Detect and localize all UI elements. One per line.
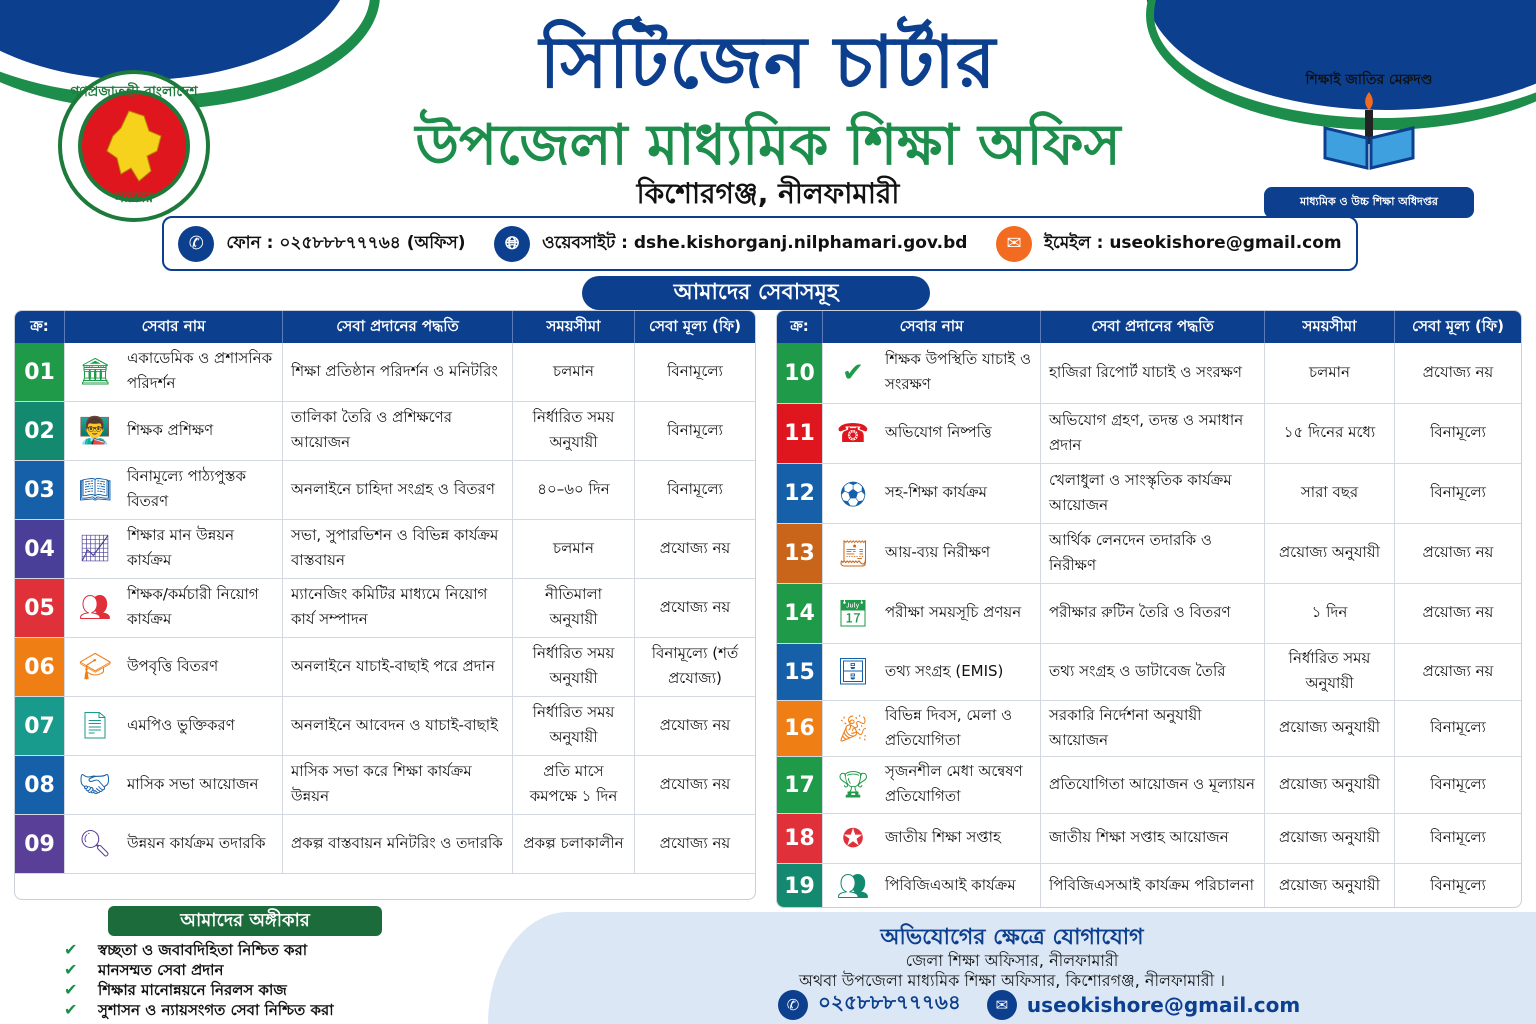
service-number: 05	[15, 579, 65, 637]
service-time: নির্ধারিত সময় অনুযায়ী	[513, 697, 635, 755]
pledge-item	[64, 980, 334, 1000]
institution-icon: 🏛︎	[78, 357, 112, 387]
check-icon: ✔	[64, 980, 78, 999]
service-number: 01	[15, 343, 65, 401]
contact-email-text: ইমেইল : useokishore@gmail.com	[1044, 232, 1342, 253]
header-time: সময়সীমা	[1265, 311, 1395, 343]
service-method: অনলাইনে চাহিদা সংগ্রহ ও বিতরণ	[283, 461, 513, 519]
service-fee: বিনামূল্যে	[667, 361, 723, 380]
service-name: সহ-শিক্ষা কার্যক্রম	[885, 483, 987, 501]
service-name: শিক্ষক প্রশিক্ষণ	[127, 420, 214, 439]
check-icon: ✔	[64, 1000, 78, 1019]
service-number: 10	[777, 343, 823, 403]
service-name-cell	[65, 697, 283, 755]
table-header	[15, 311, 755, 343]
header-fee: সেবা মূল্য (ফি)	[1412, 316, 1504, 335]
complaint-phone[interactable]	[778, 988, 961, 1021]
pledge-item	[64, 960, 334, 980]
book-icon: 📖︎	[78, 475, 112, 505]
header-fee: সেবা মূল্য (ফি)	[649, 316, 741, 335]
service-time: প্রয়োজ্য অনুযায়ী	[1265, 524, 1395, 583]
service-row	[15, 579, 755, 638]
service-fee: বিনামূল্যে	[1430, 774, 1486, 793]
chart-growth-icon: 📈︎	[78, 534, 112, 564]
service-time: সারা বছর	[1265, 464, 1395, 523]
contact-website[interactable]	[494, 226, 967, 262]
service-row	[777, 701, 1521, 757]
service-name: বিনামূল্যে পাঠ্যপুস্তক বিতরণ	[127, 467, 246, 510]
service-number: 15	[777, 644, 823, 700]
service-fee: বিনামূল্যে	[1430, 423, 1486, 441]
complaint-line-2: অথবা উপজেলা মাধ্যমিক শিক্ষা অফিসার, কিশোরগঞ্জ, নীলফামারী ।	[798, 971, 1225, 990]
check-icon: ✔	[64, 940, 78, 959]
service-method: হাজিরা রিপোর্ট যাচাই ও সংরক্ষণ	[1041, 343, 1265, 403]
phone-complaint-icon: ☎	[836, 418, 870, 449]
service-time: প্রয়োজ্য অনুযায়ী	[1265, 864, 1395, 908]
service-method: প্রকল্প বাস্তবায়ন মনিটরিং ও তদারকি	[283, 815, 513, 873]
service-time: চলমান	[513, 343, 635, 401]
pledge-text: শিক্ষার মানোন্নয়নে নিরলস কাজ	[98, 981, 287, 999]
service-name-cell	[65, 402, 283, 460]
logo-ribbon: মাধ্যমিক ও উচ্চ শিক্ষা অধিদপ্তর	[1264, 187, 1474, 218]
service-method: প্রতিযোগিতা আয়োজন ও মূল্যায়ন	[1041, 757, 1265, 813]
service-method: তালিকা তৈরি ও প্রশিক্ষণের আয়োজন	[283, 402, 513, 460]
service-row	[777, 644, 1521, 701]
database-icon: 🗄︎	[836, 657, 870, 687]
service-fee: বিনামূল্যে	[1430, 718, 1486, 736]
service-name-cell	[65, 579, 283, 637]
contact-phone-text: ফোন : ০২৫৮৮৮৭৭৭৬৪ (অফিস)	[226, 232, 466, 253]
service-method: আর্থিক লেনদেন তদারকি ও নিরীক্ষণ	[1041, 524, 1265, 583]
service-name-cell	[823, 404, 1041, 463]
service-fee: প্রযোজ্য নয়	[659, 774, 731, 793]
service-row	[777, 343, 1521, 404]
pledge-title: আমাদের অঙ্গীকার	[108, 906, 382, 936]
service-method: অনলাইনে আবেদন ও যাচাই-বাছাই	[283, 697, 513, 755]
service-number: 13	[777, 524, 823, 583]
service-time: প্রয়োজ্য অনুযায়ী	[1265, 814, 1395, 863]
service-row	[777, 404, 1521, 464]
contact-website-text: ওয়েবসাইট : dshe.kishorganj.nilphamari.gov.bd	[542, 232, 968, 253]
service-name: মাসিক সভা আয়োজন	[127, 774, 259, 793]
contact-email[interactable]	[996, 226, 1342, 262]
service-row	[15, 697, 755, 756]
service-fee: প্রযোজ্য নয়	[659, 833, 731, 852]
service-name-cell	[823, 524, 1041, 583]
complaint-contact-panel	[488, 912, 1536, 1024]
pledge-text: সুশাসন ও ন্যায়সংগত সেবা নিশ্চিত করা	[98, 1001, 334, 1019]
service-number: 12	[777, 464, 823, 523]
celebration-icon: 🎉︎	[836, 713, 870, 744]
meeting-icon: 🤝︎	[78, 770, 112, 800]
service-row	[777, 814, 1521, 864]
pledge-item	[64, 1000, 334, 1020]
service-name: উপবৃত্তি বিতরণ	[127, 656, 219, 675]
service-row	[777, 864, 1521, 908]
pledge-list	[64, 940, 334, 1020]
service-time: চলমান	[513, 520, 635, 578]
contact-phone[interactable]	[178, 226, 465, 262]
service-name: আয়-ব্যয় নিরীক্ষণ	[885, 543, 991, 561]
service-name: বিভিন্ন দিবস, মেলা ও প্রতিযোগিতা	[885, 705, 1013, 749]
service-fee: প্রয়োজ্য নয়	[1422, 603, 1494, 621]
service-number: 02	[15, 402, 65, 460]
trophy-icon: 🏆︎	[836, 770, 870, 800]
service-number: 17	[777, 757, 823, 813]
service-row	[15, 343, 755, 402]
service-number: 16	[777, 701, 823, 756]
contact-bar	[162, 216, 1358, 271]
service-name: তথ্য সংগ্রহ (EMIS)	[885, 661, 1004, 680]
email-icon: ✉	[987, 990, 1017, 1020]
service-name: জাতীয় শিক্ষা সপ্তাহ	[885, 828, 1001, 846]
service-time: প্রয়োজ্য অনুযায়ী	[1265, 701, 1395, 756]
complaint-line-1: জেলা শিক্ষা অফিসার, নীলফামারী	[905, 951, 1119, 970]
service-time: ৪০–৬০ দিন	[513, 461, 635, 519]
complaint-title: অভিযোগের ক্ষেত্রে যোগাযোগ	[880, 925, 1144, 950]
service-name: অভিযোগ নিষ্পত্তি	[885, 423, 992, 441]
document-icon: 📄︎	[78, 711, 112, 741]
service-name-cell	[823, 701, 1041, 756]
service-fee: বিনামূল্যে	[1430, 876, 1486, 894]
service-name: শিক্ষক উপস্থিতি যাচাই ও সংরক্ষণ	[885, 350, 1032, 393]
pledge-item	[64, 940, 334, 960]
calendar-icon: 📅︎	[836, 598, 870, 629]
services-heading: আমাদের সেবাসমূহ	[582, 276, 930, 310]
check-icon: ✔	[64, 960, 78, 979]
service-name: পিবিজিএআই কার্যক্রম	[885, 876, 1016, 894]
service-name-cell	[823, 464, 1041, 523]
service-fee: বিনামূল্যে (শর্ত প্রযোজ্য)	[651, 644, 739, 687]
header-service-name: সেবার নাম	[823, 311, 1041, 343]
seal-bottom-text: সরকার	[114, 190, 154, 206]
service-method: তথ্য সংগ্রহ ও ডাটাবেজ তৈরি	[1041, 644, 1265, 700]
service-row	[15, 756, 755, 815]
globe-icon: 🌐︎	[494, 226, 530, 262]
service-method: খেলাধুলা ও সাংস্কৃতিক কার্যক্রম আয়োজন	[1041, 464, 1265, 523]
email-icon: ✉	[996, 226, 1032, 262]
service-time: ১ দিন	[1265, 584, 1395, 643]
service-method: জাতীয় শিক্ষা সপ্তাহ আয়োজন	[1041, 814, 1265, 863]
service-method: মাসিক সভা করে শিক্ষা কার্যক্রম উন্নয়ন	[283, 756, 513, 814]
team-icon: 👥︎	[836, 871, 870, 902]
service-fee: প্রযোজ্য নয়	[659, 597, 731, 616]
service-time: প্রয়োজ্য অনুযায়ী	[1265, 757, 1395, 813]
service-number: 09	[15, 815, 65, 873]
service-name-cell	[65, 756, 283, 814]
service-number: 04	[15, 520, 65, 578]
service-method: ম্যানেজিং কমিটির মাধ্যমে নিয়োগ কার্য সম্পাদন	[283, 579, 513, 637]
service-name: এমপিও ভুক্তিকরণ	[127, 715, 235, 734]
service-row	[777, 584, 1521, 644]
service-name: শিক্ষার মান উন্নয়ন কার্যক্রম	[127, 526, 235, 569]
header-service-name: সেবার নাম	[65, 311, 283, 343]
service-time: নির্ধারিত সময় অনুযায়ী	[1265, 644, 1395, 700]
service-name-cell	[823, 814, 1041, 863]
services-table-left	[14, 310, 756, 900]
header-method: সেবা প্রদানের পদ্ধতি	[1041, 311, 1265, 343]
service-name-cell	[65, 815, 283, 873]
user-check-icon: ✔	[842, 358, 864, 388]
service-name-cell	[823, 644, 1041, 700]
service-time: ১৫ দিনের মধ্যে	[1265, 404, 1395, 463]
service-name: উন্নয়ন কার্যক্রম তদারকি	[127, 833, 266, 852]
teacher-icon: 👨‍🏫︎	[78, 416, 112, 446]
logo-motto: শিক্ষাই জাতির মেরুদণ্ড	[1305, 72, 1433, 88]
service-number: 18	[777, 814, 823, 863]
header-serial: ক্র:	[15, 311, 65, 343]
service-name-cell	[823, 343, 1041, 403]
complaint-email-text: useokishore@gmail.com	[1026, 992, 1301, 1017]
service-fee: প্রযোজ্য নয়	[659, 538, 731, 557]
service-time: চলমান	[1265, 343, 1395, 403]
service-method: পিবিজিএসআই কার্যক্রম পরিচালনা	[1041, 864, 1265, 908]
pledge-text: স্বচ্ছতা ও জবাবদিহিতা নিশ্চিত করা	[98, 941, 308, 959]
seal-top-text: গণপ্রজাতন্ত্রী বাংলাদেশ	[70, 84, 198, 100]
service-row	[15, 638, 755, 697]
service-method: অনলাইনে যাচাই-বাছাই পরে প্রদান	[283, 638, 513, 696]
magnify-doc-icon: 🔍︎	[78, 829, 112, 859]
phone-icon: ✆	[778, 990, 808, 1020]
service-fee: প্রয়োজ্য নয়	[1422, 661, 1494, 680]
service-time: নির্ধারিত সময় অনুযায়ী	[513, 638, 635, 696]
complaint-email[interactable]	[987, 990, 1300, 1020]
people-icon: 👥︎	[78, 593, 112, 623]
service-name-cell	[65, 638, 283, 696]
service-number: 14	[777, 584, 823, 643]
service-number: 19	[777, 864, 823, 908]
table-header	[777, 311, 1521, 343]
service-row	[15, 402, 755, 461]
location-title: কিশোরগঞ্জ, নীলফামারী	[636, 177, 900, 210]
service-name-cell	[65, 520, 283, 578]
service-number: 07	[15, 697, 65, 755]
header-method: সেবা প্রদানের পদ্ধতি	[283, 311, 513, 343]
service-name: সৃজনশীল মেধা অন্বেষণ প্রতিযোগিতা	[885, 762, 1023, 805]
pledge-text: মানসম্মত সেবা প্রদান	[98, 961, 224, 979]
service-method: সভা, সুপারভিশন ও বিভিন্ন কার্যক্রম বাস্তবায়ন	[283, 520, 513, 578]
service-method: সরকারি নির্দেশনা অনুযায়ী আয়োজন	[1041, 701, 1265, 756]
service-row	[15, 520, 755, 579]
service-row	[15, 815, 755, 874]
service-name: পরীক্ষা সময়সূচি প্রণয়ন	[885, 603, 1022, 621]
service-fee: বিনামূল্যে	[667, 420, 723, 439]
services-table-right	[776, 310, 1522, 908]
education-week-icon: ✪	[842, 823, 864, 854]
service-row	[15, 461, 755, 520]
service-name: একাডেমিক ও প্রশাসনিক পরিদর্শন	[127, 349, 273, 392]
service-fee: প্রযোজ্য নয়	[659, 715, 731, 734]
service-method: পরীক্ষার রুটিন তৈরি ও বিতরণ	[1041, 584, 1265, 643]
service-name-cell	[823, 757, 1041, 813]
phone-icon: ✆	[178, 226, 214, 262]
service-time: নীতিমালা অনুযায়ী	[513, 579, 635, 637]
service-fee: বিনামূল্যে	[1430, 828, 1486, 846]
sports-icon: ⚽︎	[839, 481, 866, 511]
service-fee: প্রয়োজ্য নয়	[1422, 543, 1494, 561]
service-name-cell	[823, 864, 1041, 908]
service-row	[777, 524, 1521, 584]
header-serial: ক্র:	[777, 311, 823, 343]
service-time: নির্ধারিত সময় অনুযায়ী	[513, 402, 635, 460]
service-row	[777, 757, 1521, 814]
service-row	[777, 464, 1521, 524]
complaint-phone-text: ০২৫৮৮৮৭৭৭৬৪	[818, 990, 961, 1014]
complaint-contacts	[778, 988, 1300, 1021]
service-method: অভিযোগ গ্রহণ, তদন্ত ও সমাধান প্রদান	[1041, 404, 1265, 463]
office-title: উপজেলা মাধ্যমিক শিক্ষা অফিস	[415, 113, 1121, 178]
service-time: প্রকল্প চলাকালীন	[513, 815, 635, 873]
audit-icon: 🧾︎	[836, 538, 870, 569]
service-name-cell	[65, 461, 283, 519]
service-name-cell	[65, 343, 283, 401]
stipend-icon: 🎓︎	[78, 652, 112, 682]
page-title: সিটিজেন চার্টার	[539, 20, 997, 104]
service-number: 08	[15, 756, 65, 814]
service-fee: প্রযোজ্য নয়	[1422, 362, 1494, 381]
service-fee: বিনামূল্যে	[1430, 483, 1486, 501]
service-fee: বিনামূল্যে	[667, 479, 723, 498]
service-number: 11	[777, 404, 823, 463]
service-number: 06	[15, 638, 65, 696]
header-time: সময়সীমা	[513, 311, 635, 343]
service-name: শিক্ষক/কর্মচারী নিয়োগ কার্যক্রম	[127, 585, 259, 628]
service-name-cell	[823, 584, 1041, 643]
service-number: 03	[15, 461, 65, 519]
service-method: শিক্ষা প্রতিষ্ঠান পরিদর্শন ও মনিটরিং	[283, 343, 513, 401]
service-time: প্রতি মাসে কমপক্ষে ১ দিন	[513, 756, 635, 814]
